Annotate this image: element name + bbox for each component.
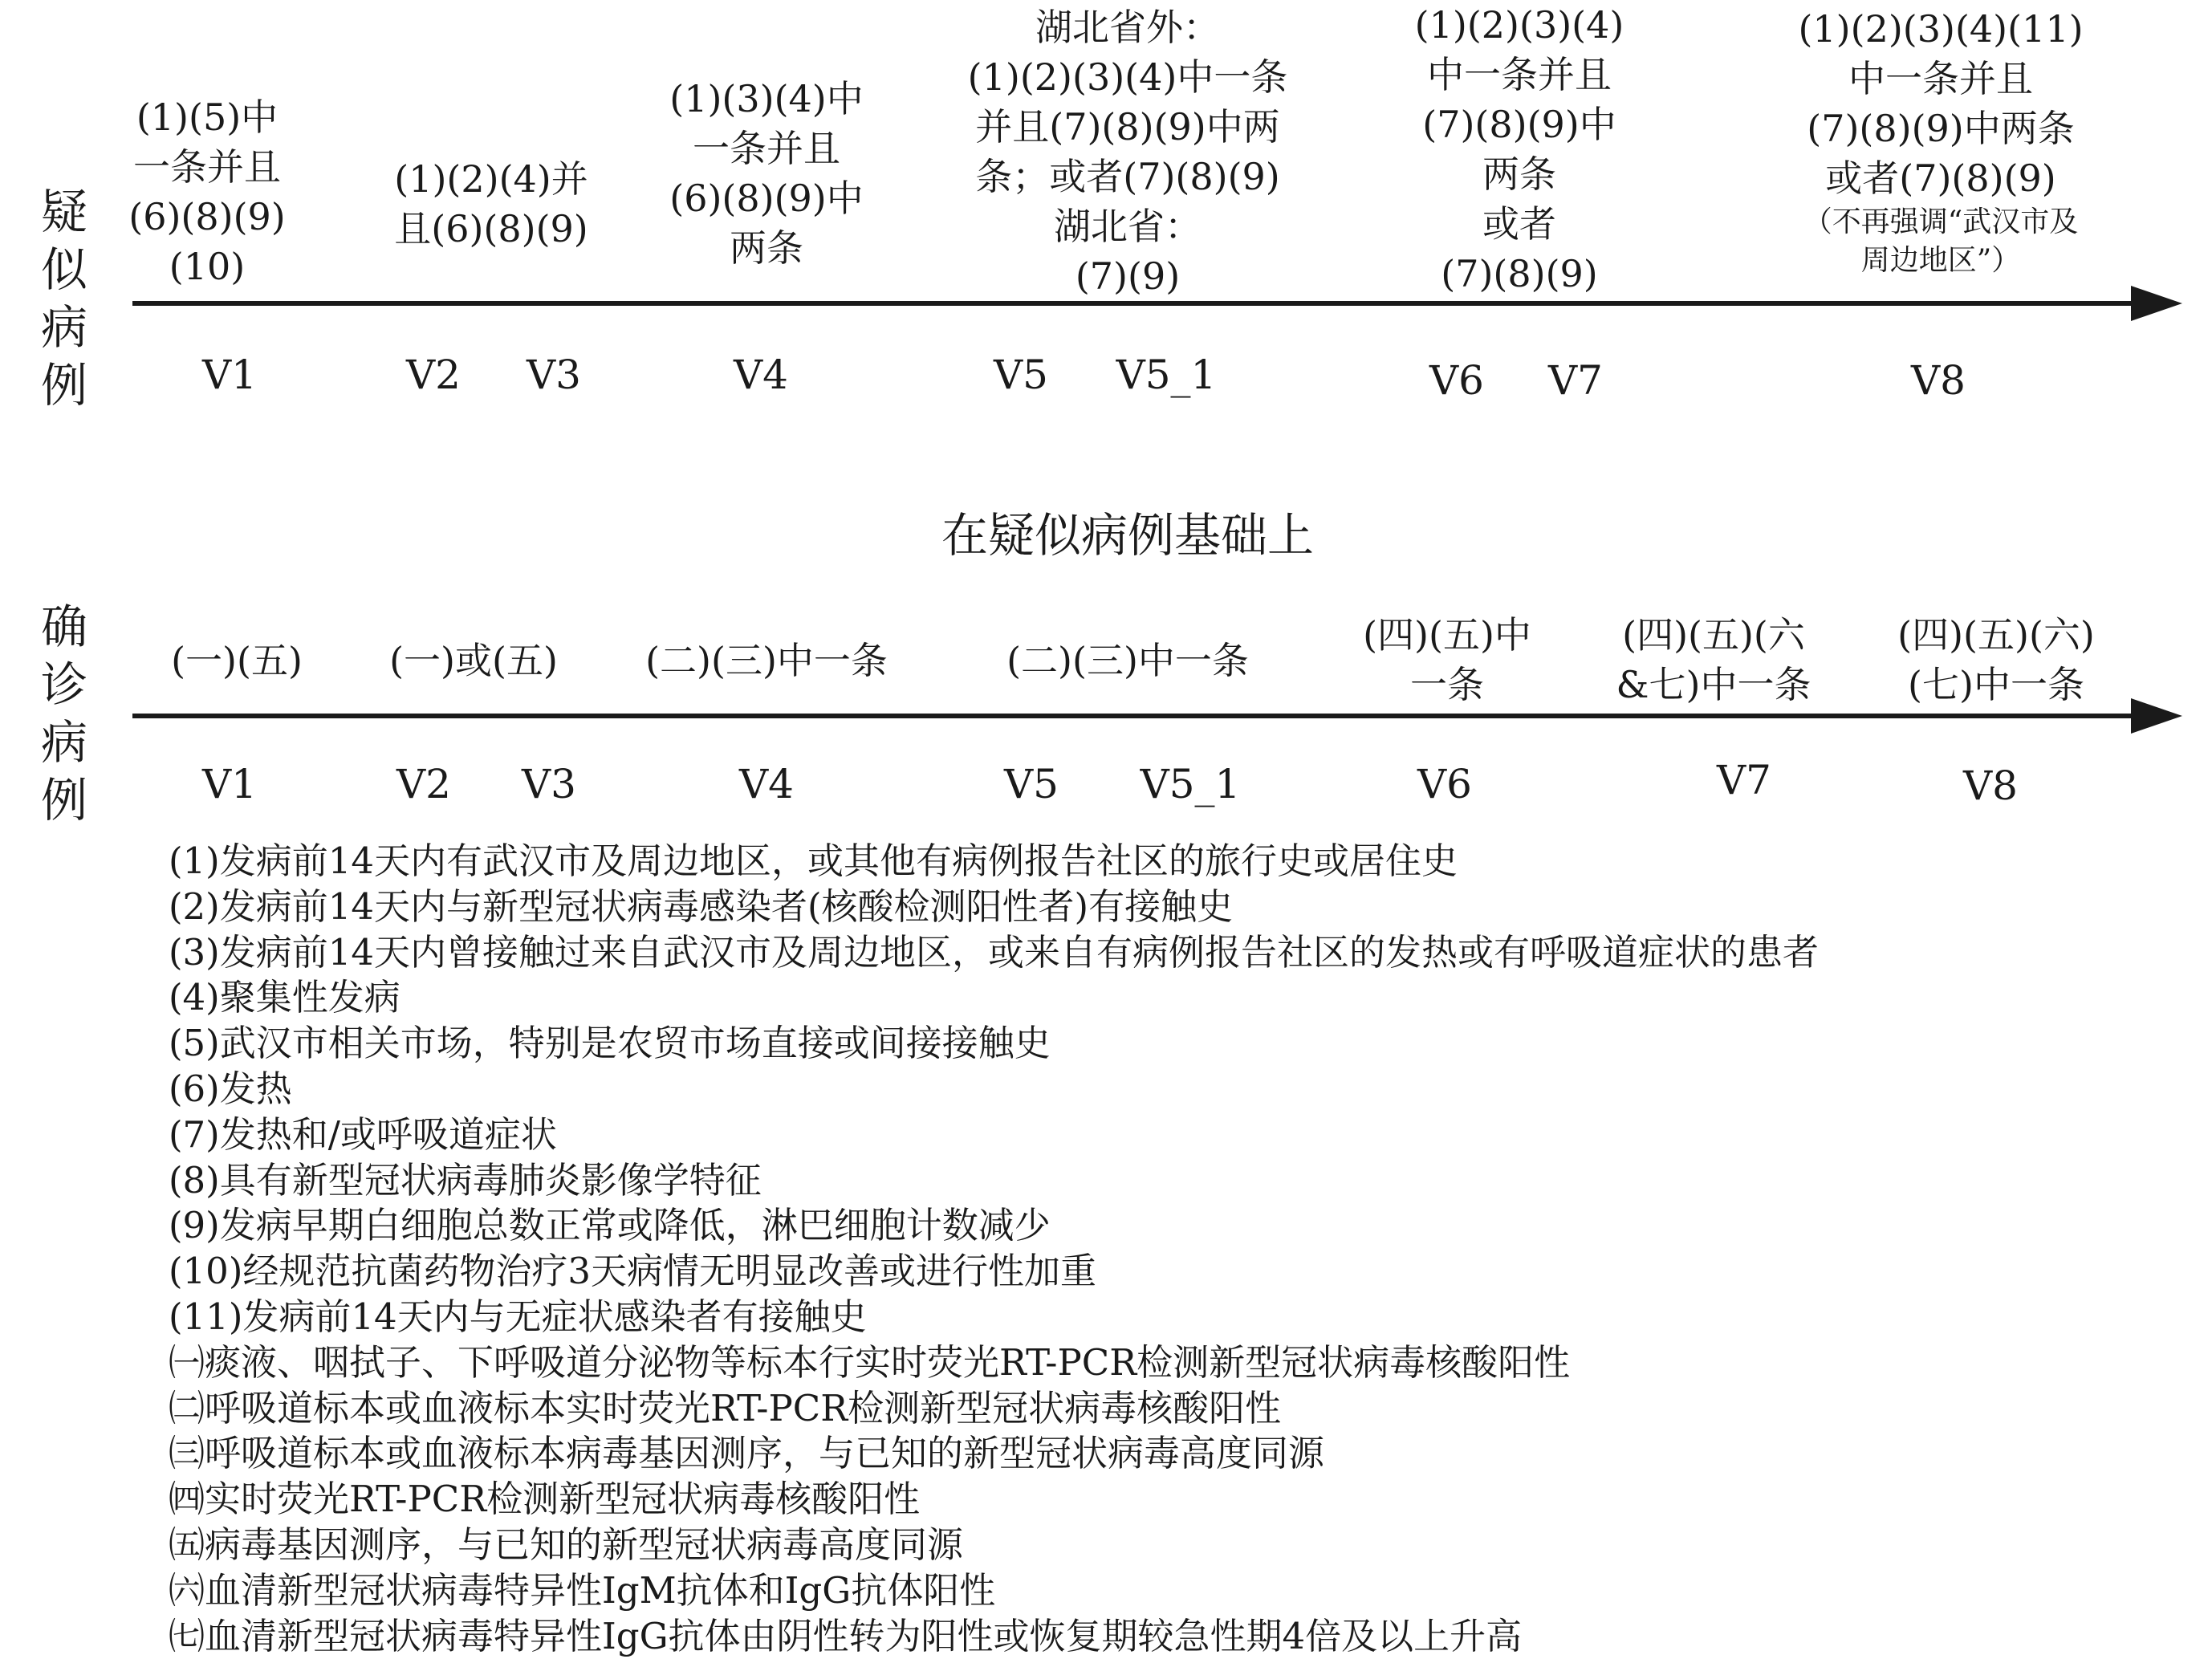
confirmed-version-v5: V5 xyxy=(1004,761,1059,807)
criteria-line: (四)(五)中 xyxy=(1363,613,1531,657)
criteria-line: (7)(8)(9) xyxy=(1441,252,1598,295)
legend-item: (10)经规范抗菌药物治疗3天病情无明显改善或进行性加重 xyxy=(169,1250,1097,1293)
suspected-version-v5: V5 xyxy=(994,352,1048,398)
legend-item: (1)发病前14天内有武汉市及周边地区，或其他有病例报告社区的旅行史或居住史 xyxy=(169,840,1458,882)
criteria-line: (二)(三)中一条 xyxy=(1006,639,1249,682)
legend-item: ㈤病毒基因测序，与已知的新型冠状病毒高度同源 xyxy=(169,1523,964,1566)
criteria-line: (四)(五)(六) xyxy=(1897,613,2095,657)
criteria-line: (1)(5)中 xyxy=(136,96,279,139)
confirmed-criteria-v5 xyxy=(1006,636,1249,685)
criteria-line: (7)(8)(9)中 xyxy=(1422,103,1616,146)
legend-item: ㈢呼吸道标本或血液标本病毒基因测序，与已知的新型冠状病毒高度同源 xyxy=(169,1432,1325,1475)
criteria-line: 中一条并且 xyxy=(1848,57,2033,100)
criteria-line: 湖北省： xyxy=(1053,205,1202,248)
criteria-line: &七)中一条 xyxy=(1616,663,1811,706)
criteria-line: (四)(五)(六 xyxy=(1622,613,1805,657)
middle-caption: 在疑似病例基础上 xyxy=(941,508,1315,563)
confirmed-version-v1: V1 xyxy=(202,761,257,807)
suspected-version-v5-1: V5_1 xyxy=(1116,352,1217,398)
suspected-version-v3: V3 xyxy=(527,352,581,398)
criteria-line: (一)或(五) xyxy=(389,639,558,682)
confirmed-side-label: 确诊病例 xyxy=(40,600,87,827)
criteria-line: (1)(3)(4)中 xyxy=(669,77,864,120)
legend-item: (8)具有新型冠状病毒肺炎影像学特征 xyxy=(169,1158,762,1202)
confirmed-criteria-v8 xyxy=(1897,610,2095,710)
suspected-version-v4: V4 xyxy=(734,352,788,398)
criteria-line: 中一条并且 xyxy=(1426,53,1612,96)
criteria-line: 两条 xyxy=(729,226,803,270)
criteria-line: 条；或者(7)(8)(9) xyxy=(975,155,1280,198)
suspected-criteria-v8 xyxy=(1798,4,2083,280)
criteria-line: 或者(7)(8)(9) xyxy=(1825,157,2056,200)
suspected-criteria-v1 xyxy=(128,92,285,291)
criteria-line: (10) xyxy=(169,245,246,288)
criteria-note: （不再强调“武汉市及 xyxy=(1803,205,2079,238)
legend-item: (7)发热和/或呼吸道症状 xyxy=(169,1112,557,1156)
criteria-line: (6)(8)(9)中 xyxy=(669,177,864,220)
suspected-version-v8: V8 xyxy=(1911,357,1966,404)
confirmed-version-v7: V7 xyxy=(1717,757,1771,803)
criteria-line: 湖北省外： xyxy=(1035,6,1220,49)
criteria-line: (七)中一条 xyxy=(1908,663,2084,706)
criteria-line: 一条并且 xyxy=(692,127,840,170)
suspected-criteria-v2-v3 xyxy=(394,154,588,254)
suspected-side-label: 疑似病例 xyxy=(40,185,87,413)
criteria-line: (一)(五) xyxy=(171,639,303,682)
criteria-line: 或者 xyxy=(1482,202,1556,246)
suspected-version-v2: V2 xyxy=(406,352,461,398)
confirmed-timeline-axis xyxy=(132,714,2147,718)
legend-item: (2)发病前14天内与新型冠状病毒感染者(核酸检测阳性者)有接触史 xyxy=(169,884,1234,928)
confirmed-version-v4: V4 xyxy=(739,761,794,807)
confirmed-version-v8: V8 xyxy=(1963,762,2018,809)
criteria-line: (1)(2)(3)(4)(11) xyxy=(1798,7,2084,51)
suspected-criteria-v6-v7 xyxy=(1415,0,1624,299)
legend-item: ㈡呼吸道标本或血液标本实时荧光RT-PCR检测新型冠状病毒核酸阳性 xyxy=(169,1386,1282,1429)
legend-item: (11)发病前14天内与无症状感染者有接触史 xyxy=(169,1295,867,1338)
confirmed-criteria-v7 xyxy=(1616,610,1811,710)
confirmed-version-v3: V3 xyxy=(522,761,576,807)
confirmed-version-v5-1: V5_1 xyxy=(1140,761,1241,807)
legend-item: (3)发病前14天内曾接触过来自武汉市及周边地区，或来自有病例报告社区的发热或有呼吸道症状的患者 xyxy=(169,930,1820,974)
confirmed-criteria-v2-v3 xyxy=(389,636,558,685)
legend-item: (6)发热 xyxy=(169,1067,292,1110)
suspected-version-v1: V1 xyxy=(202,352,257,398)
legend-item: (9)发病早期白细胞总数正常或降低，淋巴细胞计数减少 xyxy=(169,1204,1051,1247)
confirmed-version-v6: V6 xyxy=(1417,761,1472,807)
criteria-note: 周边地区”） xyxy=(1860,244,2021,277)
suspected-timeline-axis xyxy=(132,301,2147,306)
criteria-line: 两条 xyxy=(1482,152,1556,196)
legend-item: ㈠痰液、咽拭子、下呼吸道分泌物等标本行实时荧光RT-PCR检测新型冠状病毒核酸阳性 xyxy=(169,1340,1571,1384)
legend-item: (5)武汉市相关市场，特别是农贸市场直接或间接接触史 xyxy=(169,1022,1051,1065)
criteria-line: 一条 xyxy=(1409,663,1484,706)
criteria-line: (7)(8)(9)中两条 xyxy=(1807,107,2075,150)
confirmed-version-v2: V2 xyxy=(396,761,451,807)
suspected-version-v7: V7 xyxy=(1548,357,1603,404)
criteria-line: (1)(2)(3)(4)中一条 xyxy=(967,55,1288,99)
legend-item: ㈥血清新型冠状病毒特异性IgM抗体和IgG抗体阳性 xyxy=(169,1568,996,1612)
criteria-legend xyxy=(169,839,1819,1659)
legend-item: ㈣实时荧光RT-PCR检测新型冠状病毒核酸阳性 xyxy=(169,1478,921,1521)
criteria-line: (二)(三)中一条 xyxy=(645,639,888,682)
criteria-line: 并且(7)(8)(9)中两 xyxy=(975,105,1280,148)
confirmed-criteria-v6 xyxy=(1363,610,1531,710)
criteria-line: 且(6)(8)(9) xyxy=(394,207,588,250)
suspected-criteria-v5 xyxy=(968,2,1288,301)
suspected-arrowhead-icon xyxy=(2131,286,2182,321)
legend-item: (4)聚集性发病 xyxy=(169,976,401,1019)
criteria-line: (1)(2)(4)并 xyxy=(394,157,588,201)
confirmed-criteria-v1 xyxy=(171,636,303,685)
suspected-version-v6: V6 xyxy=(1429,357,1484,404)
confirmed-criteria-v4 xyxy=(645,636,888,685)
confirmed-arrowhead-icon xyxy=(2131,698,2182,734)
criteria-line: (6)(8)(9) xyxy=(128,195,286,238)
suspected-criteria-v4 xyxy=(669,74,863,273)
criteria-line: (7)(9) xyxy=(1075,254,1181,298)
criteria-line: 一条并且 xyxy=(132,145,281,189)
legend-item: ㈦血清新型冠状病毒特异性IgG抗体由阴性转为阳性或恢复期较急性期4倍及以上升高 xyxy=(169,1614,1523,1657)
criteria-line: (1)(2)(3)(4) xyxy=(1414,3,1624,47)
